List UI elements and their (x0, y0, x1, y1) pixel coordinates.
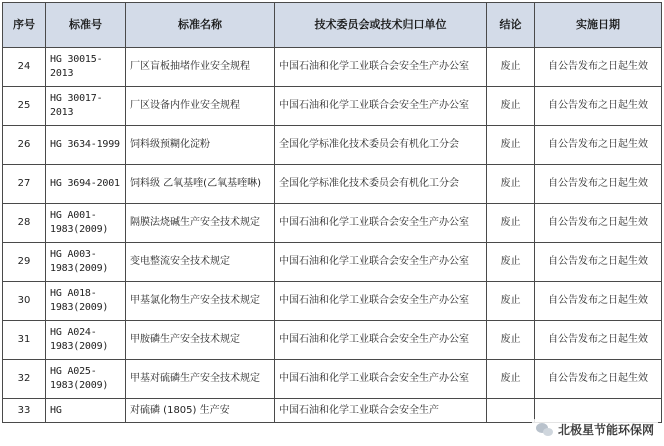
cell-no: 29 (3, 243, 46, 282)
table-row (3, 204, 662, 243)
cell-code: HG 30017-2013 (46, 87, 126, 126)
cell-name: 饲料级 乙氧基喹(乙氧基喹啉) (126, 165, 275, 204)
cell-verdict (487, 399, 535, 423)
table-header-row (3, 3, 662, 48)
cell-name: 厂区设备内作业安全规程 (126, 87, 275, 126)
cell-org: 中国石油和化学工业联合会安全生产办公室 (275, 48, 487, 87)
cell-date: 自公告发布之日起生效 (535, 204, 662, 243)
cell-code: HG A018-1983(2009) (46, 282, 126, 321)
watermark (532, 419, 658, 440)
table-row (3, 165, 662, 204)
cell-code: HG (46, 399, 126, 423)
cell-code: HG A001-1983(2009) (46, 204, 126, 243)
cell-code: HG A025-1983(2009) (46, 360, 126, 399)
header-no: 序号 (3, 3, 46, 48)
watermark-text: 北极星节能环保网 (557, 423, 654, 437)
cell-date: 自公告发布之日起生效 (535, 282, 662, 321)
table-row (3, 87, 662, 126)
cell-verdict: 废止 (487, 87, 535, 126)
cell-date: 自公告发布之日起生效 (535, 321, 662, 360)
cell-code: HG A003-1983(2009) (46, 243, 126, 282)
cell-verdict: 废止 (487, 321, 535, 360)
cell-no: 32 (3, 360, 46, 399)
cell-org: 中国石油和化学工业联合会安全生产办公室 (275, 204, 487, 243)
wechat-icon (536, 423, 554, 437)
cell-verdict: 废止 (487, 165, 535, 204)
cell-date: 自公告发布之日起生效 (535, 165, 662, 204)
cell-name: 饲料级预糊化淀粉 (126, 126, 275, 165)
table-row (3, 321, 662, 360)
cell-name: 隔膜法烧碱生产安全技术规定 (126, 204, 275, 243)
table-row (3, 360, 662, 399)
header-verdict: 结论 (487, 3, 535, 48)
header-name: 标准名称 (126, 3, 275, 48)
cell-date: 自公告发布之日起生效 (535, 87, 662, 126)
cell-verdict: 废止 (487, 48, 535, 87)
table-row (3, 48, 662, 87)
cell-verdict: 废止 (487, 360, 535, 399)
table-row (3, 282, 662, 321)
cell-date: 自公告发布之日起生效 (535, 243, 662, 282)
cell-date: 自公告发布之日起生效 (535, 48, 662, 87)
cell-no: 30 (3, 282, 46, 321)
cell-org: 中国石油和化学工业联合会安全生产办公室 (275, 87, 487, 126)
cell-name: 对硫磷 (1805) 生产安 (126, 399, 275, 423)
cell-org: 中国石油和化学工业联合会安全生产办公室 (275, 321, 487, 360)
cell-org: 全国化学标准化技术委员会有机化工分会 (275, 165, 487, 204)
cell-org: 中国石油和化学工业联合会安全生产 (275, 399, 487, 423)
cell-code: HG 3694-2001 (46, 165, 126, 204)
cell-no: 24 (3, 48, 46, 87)
cell-verdict: 废止 (487, 282, 535, 321)
header-code: 标准号 (46, 3, 126, 48)
table-row (3, 243, 662, 282)
cell-name: 甲基氯化物生产安全技术规定 (126, 282, 275, 321)
cell-name: 甲基对硫磷生产安全技术规定 (126, 360, 275, 399)
cell-no: 31 (3, 321, 46, 360)
cell-org: 全国化学标准化技术委员会有机化工分会 (275, 126, 487, 165)
header-date: 实施日期 (535, 3, 662, 48)
cell-no: 27 (3, 165, 46, 204)
cell-code: HG 3634-1999 (46, 126, 126, 165)
cell-no: 28 (3, 204, 46, 243)
cell-org: 中国石油和化学工业联合会安全生产办公室 (275, 243, 487, 282)
cell-name: 变电整流安全技术规定 (126, 243, 275, 282)
cell-verdict: 废止 (487, 126, 535, 165)
cell-code: HG A024-1983(2009) (46, 321, 126, 360)
cell-name: 甲胺磷生产安全技术规定 (126, 321, 275, 360)
cell-no: 26 (3, 126, 46, 165)
standards-table (2, 2, 662, 423)
cell-date: 自公告发布之日起生效 (535, 126, 662, 165)
cell-code: HG 30015-2013 (46, 48, 126, 87)
cell-date: 自公告发布之日起生效 (535, 360, 662, 399)
cell-verdict: 废止 (487, 204, 535, 243)
cell-no: 33 (3, 399, 46, 423)
cell-name: 厂区盲板抽堵作业安全规程 (126, 48, 275, 87)
cell-org: 中国石油和化学工业联合会安全生产办公室 (275, 360, 487, 399)
cell-verdict: 废止 (487, 243, 535, 282)
header-org: 技术委员会或技术归口单位 (275, 3, 487, 48)
table-row (3, 126, 662, 165)
cell-no: 25 (3, 87, 46, 126)
cell-org: 中国石油和化学工业联合会安全生产办公室 (275, 282, 487, 321)
